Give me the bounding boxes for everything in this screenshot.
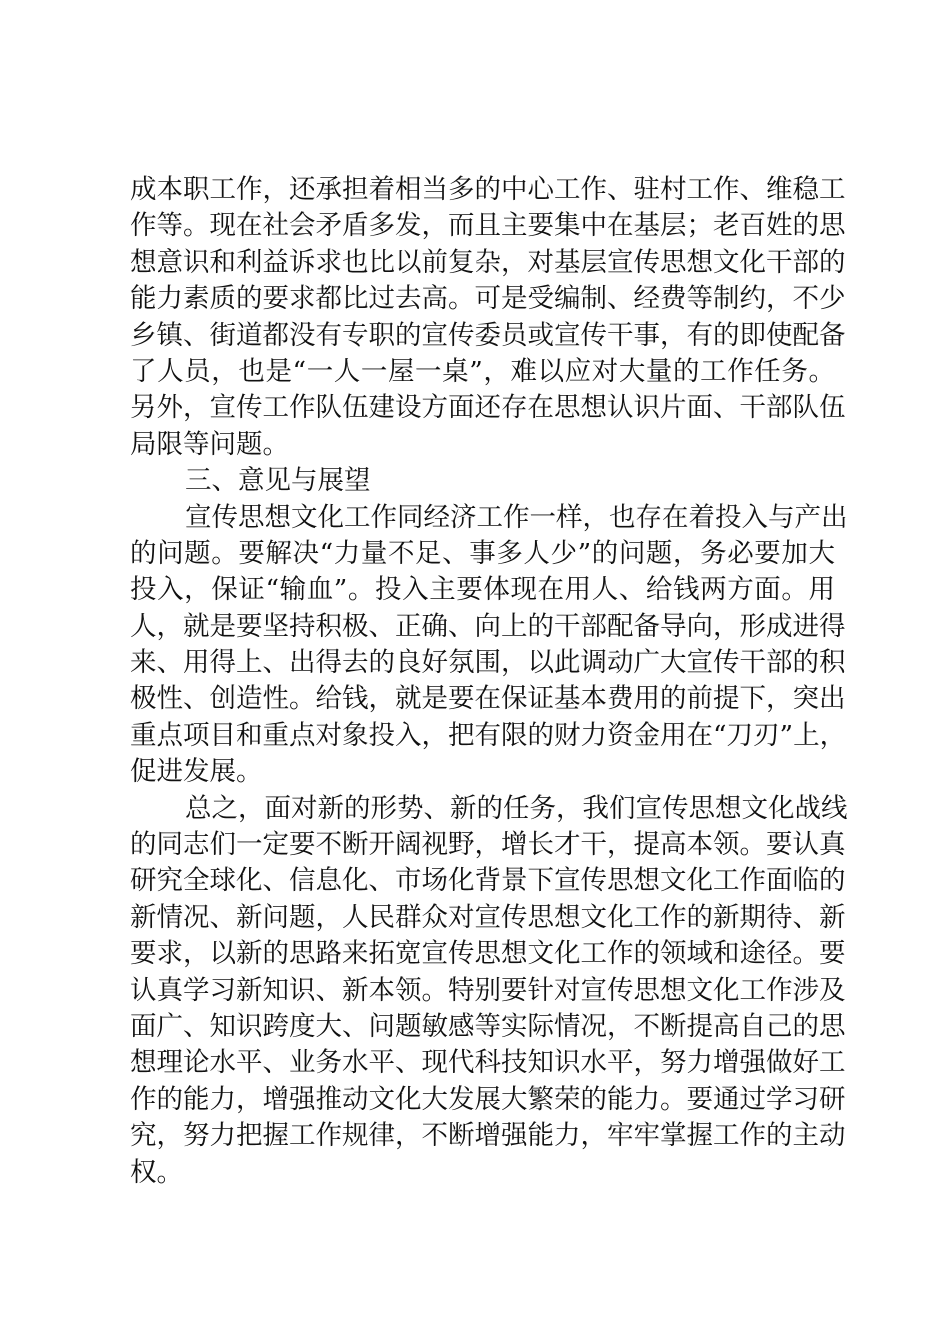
text-line: 总之，面对新的形势、新的任务，我们宣传思想文化战线 — [185, 792, 848, 824]
text-line: 新情况、新问题，人民群众对宣传思想文化工作的新期待、新 — [130, 901, 846, 933]
text-line: 要求，以新的思路来拓宽宣传思想文化工作的领域和途径。要 — [130, 938, 846, 970]
text-line: 想意识和利益诉求也比以前复杂，对基层宣传思想文化干部的 — [130, 246, 846, 278]
text-line: 乡镇、街道都没有专职的宣传委员或宣传干事，有的即使配备 — [130, 319, 846, 351]
text-line: 权。 — [130, 1156, 183, 1188]
text-line: 面广、知识跨度大、问题敏感等实际情况，不断提高自己的思 — [130, 1010, 846, 1042]
text-line: 人，就是要坚持积极、正确、向上的干部配备导向，形成进得 — [130, 610, 846, 642]
text-line: 成本职工作，还承担着相当多的中心工作、驻村工作、维稳工 — [130, 174, 846, 205]
text-line: 的同志们一定要不断开阔视野，增长才干，提高本领。要认真 — [130, 829, 846, 861]
text-line: 极性、创造性。给钱，就是要在保证基本费用的前提下，突出 — [130, 683, 846, 715]
text-line: 作等。现在社会矛盾多发，而且主要集中在基层；老百姓的思 — [130, 210, 846, 242]
text-line: 促进发展。 — [130, 756, 263, 788]
text-line: 研究全球化、信息化、市场化背景下宣传思想文化工作面临的 — [130, 865, 846, 897]
section-heading — [130, 463, 835, 499]
paragraph-investment — [130, 500, 848, 791]
paragraph-continuation — [130, 172, 846, 463]
text-line: 的问题。要解决“力量不足、事多人少”的问题，务必要加大 — [130, 537, 835, 569]
text-line: 能力素质的要求都比过去高。可是受编制、经费等制约，不少 — [130, 283, 846, 315]
text-line: 局限等问题。 — [130, 428, 289, 460]
text-line: 来、用得上、出得去的良好氛围，以此调动广大宣传干部的积 — [130, 647, 846, 679]
text-line: 宣传思想文化工作同经济工作一样，也存在着投入与产出 — [185, 501, 848, 533]
document-body — [130, 172, 848, 1191]
paragraph-conclusion — [130, 791, 848, 1191]
text-line: 认真学习新知识、新本领。特别要针对宣传思想文化工作涉及 — [130, 974, 846, 1006]
text-line: 了人员，也是“一人一屋一桌”，难以应对大量的工作任务。 — [130, 355, 835, 387]
text-line: 想理论水平、业务水平、现代科技知识水平，努力增强做好工 — [130, 1047, 846, 1079]
text-line: 究，努力把握工作规律，不断增强能力，牢牢掌握工作的主动 — [130, 1120, 846, 1152]
text-line: 重点项目和重点对象投入，把有限的财力资金用在“刀刃”上， — [130, 719, 847, 751]
text-line: 另外，宣传工作队伍建设方面还存在思想认识片面、干部队伍 — [130, 392, 846, 424]
text-line: 作的能力，增强推动文化大发展大繁荣的能力。要通过学习研 — [130, 1083, 846, 1115]
section-heading-text: 三、意见与展望 — [185, 465, 371, 497]
text-line: 投入，保证“输血”。投入主要体现在用人、给钱两方面。用 — [130, 574, 835, 606]
